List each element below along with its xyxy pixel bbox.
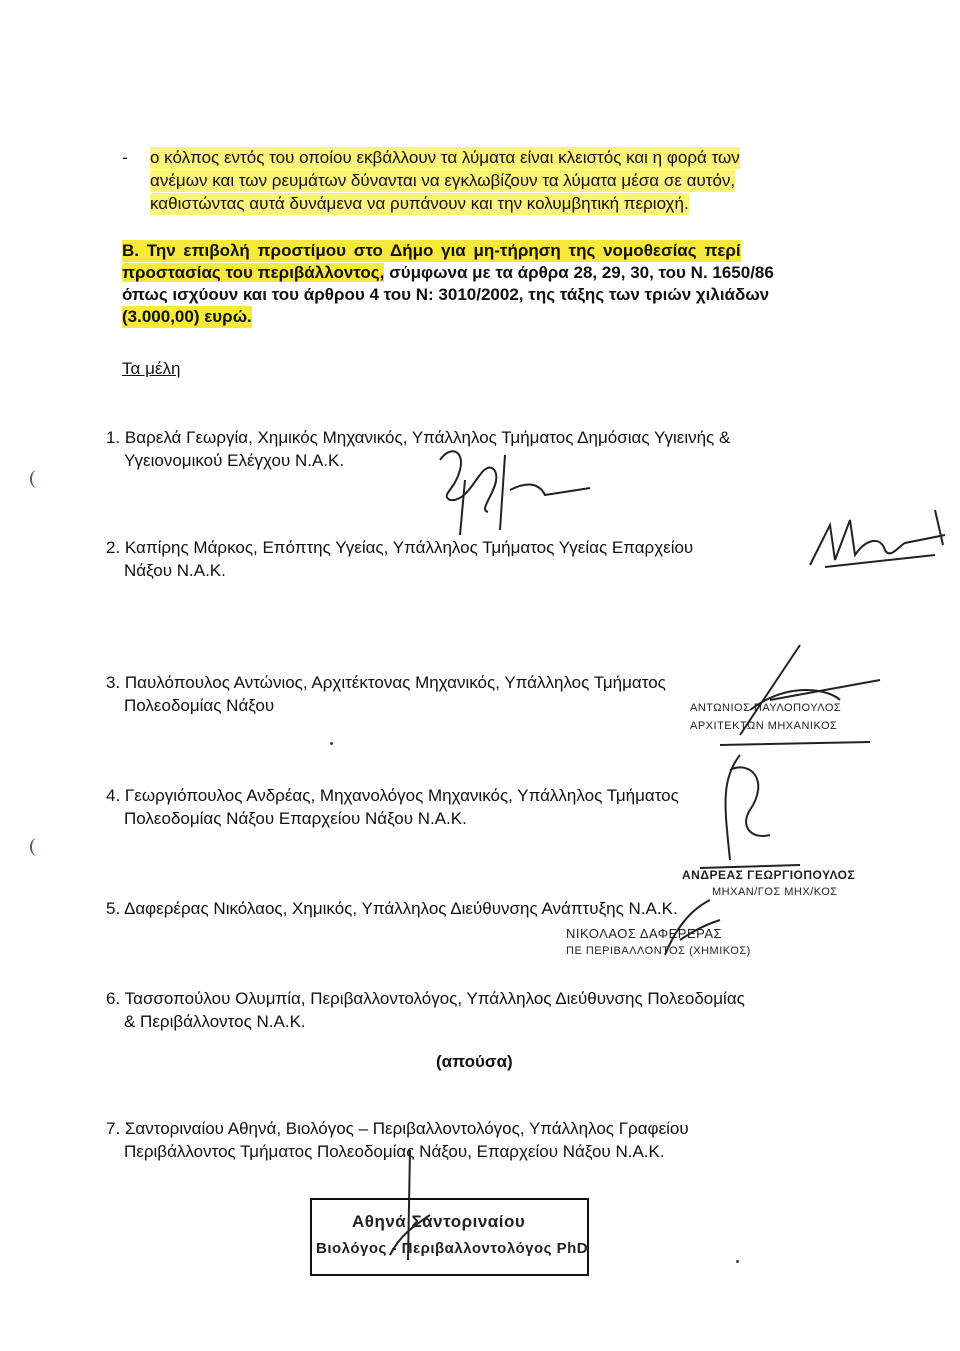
member-1-line-1: 1. Βαρελά Γεωργία, Χημικός Μηχανικός, Υπάλληλος Τμήματος Δημόσιας Υγιεινής & — [106, 428, 731, 447]
signature-1 — [420, 440, 600, 540]
hole-punch-mark — [30, 470, 44, 488]
dash-paragraph-line-1: ο κόλπος εντός του οποίου εκβάλλουν τα λύματα είναι κλειστός και η φορά των — [150, 148, 740, 167]
paragraph-b-line-2 — [122, 262, 774, 284]
member-1-line-2: Υγειονομικού Ελέγχου Ν.Α.Κ. — [124, 451, 345, 470]
paragraph-b-line-3: όπως ισχύουν και του άρθρου 4 του Ν: 3010/2002, της τάξης των τριών χιλιάδων — [122, 285, 770, 304]
list-dash: - — [122, 148, 128, 167]
stamp-4-line-2: ΜΗΧΑΝ/ΓΟΣ ΜΗΧ/ΚΟΣ — [712, 886, 838, 898]
members-heading: Τα μέλη — [122, 359, 181, 378]
stamp-4-line-1: ΑΝΔΡΕΑΣ ΓΕΩΡΓΙΟΠΟΥΛΟΣ — [682, 868, 856, 882]
paragraph-b-line-2-highlight: προστασίας του περιβάλλοντος, — [122, 263, 385, 282]
signature-2 — [805, 505, 955, 575]
member-2-line-1: 2. Καπίρης Μάρκος, Επόπτης Υγείας, Υπάλληλος Τμήματος Υγείας Επαρχείου — [106, 538, 694, 557]
stamp-7-line-2: Βιολόγος - Περιβαλλοντολόγος PhD — [316, 1240, 589, 1257]
hole-punch-mark — [30, 838, 44, 856]
signature-5 — [650, 890, 730, 960]
stray-mark — [736, 1260, 739, 1263]
member-2-line-2: Νάξου Ν.Α.Κ. — [124, 561, 226, 580]
paragraph-b-line-2-rest: σύμφωνα με τα άρθρα 28, 29, 30, του Ν. 1650/86 — [384, 263, 774, 282]
member-7-line-2: Περιβάλλοντος Τμήματος Πολεοδομίας Νάξου, Επαρχείου Νάξου Ν.Α.Κ. — [124, 1142, 665, 1161]
stamp-7-line-1: Αθηνά Σαντοριναίου — [352, 1212, 526, 1231]
stamp-7-box — [310, 1198, 589, 1276]
member-5-line-1: 5. Δαφερέρας Νικόλαος, Χημικός, Υπάλληλος Διεύθυνσης Ανάπτυξης Ν.Α.Κ. — [106, 899, 678, 918]
signature-3 — [680, 640, 880, 750]
stamp-3-line-1: ΑΝΤΩΝΙΟΣ ΠΑΥΛΟΠΟΥΛΟΣ — [690, 702, 842, 714]
member-3-line-1: 3. Παυλόπουλος Αντώνιος, Αρχιτέκτονας Μηχανικός, Υπάλληλος Τμήματος — [106, 673, 666, 692]
dash-paragraph-line-3: καθιστώντας αυτά δυνάμενα να ρυπάνουν και την κολυμβητική περιοχή. — [150, 194, 689, 213]
signature-4 — [690, 750, 810, 880]
dash-paragraph-line-2: ανέμων και των ρευμάτων δύνανται να εγκλωβίζουν τα λύματα μέσα σε αυτόν, — [150, 171, 736, 190]
member-6-line-2: & Περιβάλλοντος Ν.Α.Κ. — [124, 1012, 306, 1031]
absent-note: (απούσα) — [436, 1052, 513, 1071]
stamp-5-line-1: ΝΙΚΟΛΑΟΣ ΔΑΦΕΡΕΡΑΣ — [566, 926, 723, 941]
paragraph-b-line-4: (3.000,00) ευρώ. — [122, 307, 252, 326]
stamp-3-line-2: ΑΡΧΙΤΕΚΤΩΝ ΜΗΧΑΝΙΚΟΣ — [690, 720, 838, 732]
member-4-line-1: 4. Γεωργιόπουλος Ανδρέας, Μηχανολόγος Μηχανικός, Υπάλληλος Τμήματος — [106, 786, 679, 805]
member-6-line-1: 6. Τασσοπούλου Ολυμπία, Περιβαλλοντολόγος, Υπάλληλος Διεύθυνσης Πολεοδομίας — [106, 989, 745, 1008]
stamp-5-line-2: ΠΕ ΠΕΡΙΒΑΛΛΟΝΤΟΣ (ΧΗΜΙΚΟΣ) — [566, 945, 751, 957]
member-3-line-2: Πολεοδομίας Νάξου — [124, 696, 275, 715]
member-7-line-1: 7. Σαντοριναίου Αθηνά, Βιολόγος – Περιβαλλοντολόγος, Υπάλληλος Γραφείου — [106, 1119, 689, 1138]
stray-mark — [330, 742, 333, 745]
member-4-line-2: Πολεοδομίας Νάξου Επαρχείου Νάξου Ν.Α.Κ. — [124, 809, 467, 828]
paragraph-b-line-1: Β. Την επιβολή προστίμου στο Δήμο για μη-τήρηση της νομοθεσίας περί — [122, 241, 741, 260]
